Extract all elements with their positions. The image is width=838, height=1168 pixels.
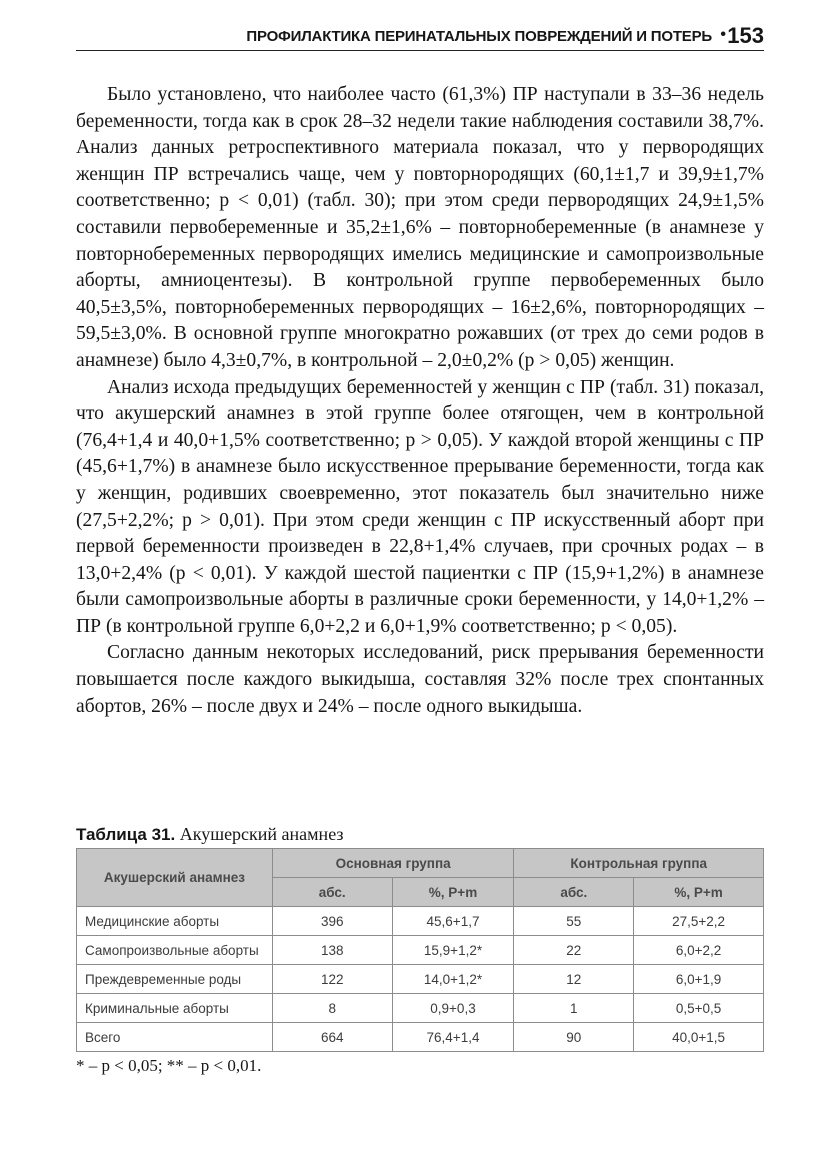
table-row <box>77 936 764 965</box>
subheader-control-abs: абс. <box>514 878 634 907</box>
paragraph-3: Согласно данным некоторых исследований, риск прерывания беременности повышается после каждого выкидыша, составляя 32% после трех спонтанных абортов, 26% – после двух и 24% – после одного выкидыша. <box>76 642 764 717</box>
control-abs-cell: 1 <box>514 994 634 1023</box>
table-row <box>77 965 764 994</box>
column-header-main-group: Основная группа <box>272 849 514 878</box>
page-number: 153 <box>727 23 764 48</box>
main-abs-cell: 396 <box>272 907 392 936</box>
body-text <box>76 82 764 720</box>
control-abs-cell: 55 <box>514 907 634 936</box>
header-separator-bullet: • <box>720 26 726 43</box>
obstetric-history-table <box>76 848 764 1052</box>
control-abs-cell: 12 <box>514 965 634 994</box>
main-pct-cell: 45,6+1,7 <box>392 907 514 936</box>
main-pct-cell: 76,4+1,4 <box>392 1023 514 1052</box>
row-label: Криминальные аборты <box>77 994 273 1023</box>
main-pct-cell: 14,0+1,2* <box>392 965 514 994</box>
main-abs-cell: 664 <box>272 1023 392 1052</box>
row-label: Всего <box>77 1023 273 1052</box>
control-pct-cell: 6,0+1,9 <box>634 965 764 994</box>
table-caption <box>76 824 344 845</box>
table-caption-text: Акушерский анамнез <box>175 824 344 844</box>
table-caption-label: Таблица 31. <box>76 825 176 844</box>
control-abs-cell: 90 <box>514 1023 634 1052</box>
control-pct-cell: 0,5+0,5 <box>634 994 764 1023</box>
column-header-control-group: Контрольная группа <box>514 849 764 878</box>
row-label: Медицинские аборты <box>77 907 273 936</box>
row-label: Самопроизвольные аборты <box>77 936 273 965</box>
table-footnote: * – p < 0,05; ** – p < 0,01. <box>76 1056 262 1075</box>
subheader-control-pct: %, P+m <box>634 878 764 907</box>
running-header <box>76 22 764 51</box>
paragraph-1: Было установлено, что наиболее часто (61,3%) ПР наступали в 33–36 недель беременности, тогда как в срок 28–32 недели такие наблюдения составили 38,7%. Анализ данных ретроспективного материала показал, что у первородящих женщин ПР встречались чаще, чем у повторнородящих (60,1±1,7 и 39,9±1,7% соответственно; p < 0,01) (табл. 30); при этом среди первородящих 24,9±1,5% составили первобеременные и 35,2±1,6% – повторнобеременные (в анамнезе у повторнобеременных первородящих имелись медицинские и самопроизвольные аборты, амниоцентезы). В контрольной группе первобеременных было 40,5±3,5%, повторнобеременных первородящих – 16±2,6%, повторнородящих – 59,5±3,0%. В основной группе многократно рожавших (от трех до семи родов в анамнезе) было 4,3±0,7%, в контрольной – 2,0±0,2% (p > 0,05) женщин. <box>76 84 764 371</box>
table-row <box>77 907 764 936</box>
paragraph-2: Анализ исхода предыдущих беременностей у женщин с ПР (табл. 31) показал, что акушерский анамнез в этой группе более отягощен, чем в контрольной (76,4+1,4 и 40,0+1,5% соответственно; p > 0,05). У каждой второй женщины с ПР (45,6+1,7%) в анамнезе было искусственное прерывание беременности, тогда как у женщин, родивших своевременно, этот показатель был значительно ниже (27,5+2,2%; p > 0,01). При этом среди женщин с ПР искусственный аборт при первой беременности произведен в 22,8+1,4% случаев, при срочных родах – в 13,0+2,4% (p < 0,01). У каждой шестой пациентки с ПР (15,9+1,2%) в анамнезе были самопроизвольные аборты в различные сроки беременности, у 14,0+1,2% – ПР (в контрольной группе 6,0+2,2 и 6,0+1,9% соответственно; p < 0,05). <box>76 376 764 637</box>
running-header-title: ПРОФИЛАКТИКА ПЕРИНАТАЛЬНЫХ ПОВРЕЖДЕНИЙ И ПОТЕРЬ <box>246 28 712 45</box>
table-row <box>77 1023 764 1052</box>
column-header-anamnesis: Акушерский анамнез <box>77 849 273 907</box>
control-abs-cell: 22 <box>514 936 634 965</box>
control-pct-cell: 6,0+2,2 <box>634 936 764 965</box>
main-abs-cell: 8 <box>272 994 392 1023</box>
subheader-main-pct: %, P+m <box>392 878 514 907</box>
main-abs-cell: 138 <box>272 936 392 965</box>
subheader-main-abs: абс. <box>272 878 392 907</box>
main-abs-cell: 122 <box>272 965 392 994</box>
main-pct-cell: 15,9+1,2* <box>392 936 514 965</box>
row-label: Преждевременные роды <box>77 965 273 994</box>
table-row <box>77 994 764 1023</box>
main-pct-cell: 0,9+0,3 <box>392 994 514 1023</box>
control-pct-cell: 40,0+1,5 <box>634 1023 764 1052</box>
control-pct-cell: 27,5+2,2 <box>634 907 764 936</box>
